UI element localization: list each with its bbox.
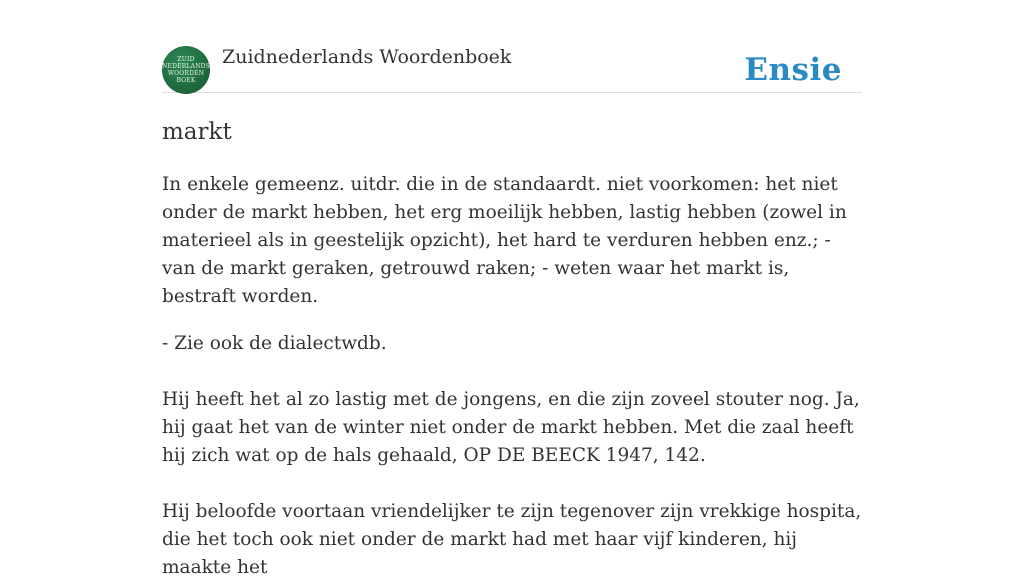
site-header <box>162 0 862 93</box>
entry-definition: In enkele gemeenz. uitdr. die in de standaardt. niet voorkomen: het niet onder de markt hebben, het erg moeilijk hebben, lastig hebben (zowel in materieel als in geestelijk opzicht), het hard te verduren hebben enz.; - van de markt geraken, getrouwd raken; - weten waar het markt is, bestraft worden. <box>162 174 847 307</box>
site-title-link[interactable]: Zuidnederlands Woordenboek <box>222 46 512 68</box>
logo-text-line: BOEK <box>176 77 196 84</box>
logo-text-line: ZUID <box>177 56 195 63</box>
page-container <box>162 0 862 582</box>
brand-logo[interactable]: Ensie <box>744 52 842 88</box>
entry-see-also: - Zie ook de dialectwdb. <box>162 333 387 354</box>
entry-example: Hij beloofde voortaan vriendelijker te zijn tegenover zijn vrekkige hospita, die het toch ook niet onder de markt had met haar vijf kinderen, hij maakte het <box>162 501 862 578</box>
logo-text-line: NEDERLANDS <box>162 63 210 70</box>
entry-content <box>162 171 862 582</box>
entry-headword: markt <box>162 119 232 145</box>
site-logo[interactable] <box>162 46 210 94</box>
entry-example: Hij heeft het al zo lastig met de jongens, en die zijn zoveel stouter nog. Ja, hij gaat het van de winter niet onder de markt hebben. Met die zaal heeft hij zich wat op de hals gehaald, OP DE BEECK 1947, 142. <box>162 389 860 466</box>
logo-text-line: WOORDEN <box>167 70 205 77</box>
